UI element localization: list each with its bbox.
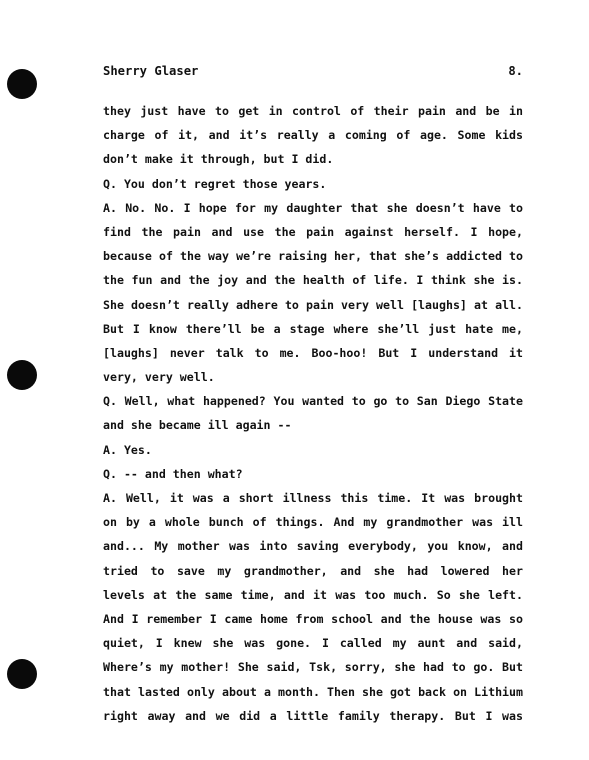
- punch-hole-bottom: [7, 659, 37, 689]
- header-name: Sherry Glaser: [103, 64, 199, 78]
- page-number: 8.: [508, 64, 523, 78]
- transcript-line: Q. You don’t regret those years.: [103, 176, 327, 191]
- punch-hole-middle: [7, 360, 37, 390]
- transcript-line: A. Well, it was a short illness this time. It was brought: [103, 491, 523, 505]
- transcript-line: quiet, I knew she was gone. I called my aunt and said,: [103, 636, 523, 651]
- transcript-line: right away and we did a little family therapy. But I was: [103, 708, 523, 723]
- transcript-line: levels at the same time, and it was too much. So she left.: [103, 587, 523, 602]
- transcript-line: charge of it, and it’s really a coming of age. Some kids: [103, 128, 523, 143]
- transcript-line: [laughs] never talk to me. Boo-hoo! But I understand it: [103, 345, 523, 360]
- transcript-line: And I remember I came home from school and the house was so: [103, 611, 523, 626]
- transcript-line: tried to save my grandmother, and she had lowered her: [103, 563, 523, 578]
- transcript-line: She doesn’t really adhere to pain very well [laughs] at all.: [103, 297, 523, 312]
- transcript-line: very, very well.: [103, 370, 215, 385]
- transcript-line: Q. -- and then what?: [103, 466, 243, 481]
- transcript-line: that lasted only about a month. Then she got back on Lithium: [103, 684, 523, 699]
- transcript-line: Where’s my mother! She said, Tsk, sorry, she had to go. But: [103, 660, 523, 675]
- transcript-line: A. No. No. I hope for my daughter that she doesn’t have to: [103, 200, 523, 215]
- transcript-line: because of the way we’re raising her, that she’s addicted to: [103, 249, 523, 264]
- transcript-line: A. Yes.: [103, 442, 152, 457]
- transcript-line: they just have to get in control of their pain and be in: [103, 104, 523, 118]
- transcript-line: But I know there’ll be a stage where she’ll just hate me,: [103, 321, 523, 336]
- transcript-line: on by a whole bunch of things. And my grandmother was ill: [103, 515, 523, 530]
- transcript-line: Q. Well, what happened? You wanted to go to San Diego State: [103, 394, 523, 409]
- transcript-line: find the pain and use the pain against herself. I hope,: [103, 224, 523, 239]
- transcript-line: and she became ill again --: [103, 418, 292, 433]
- transcript-line: the fun and the joy and the health of life. I think she is.: [103, 273, 523, 288]
- transcript-line: don’t make it through, but I did.: [103, 152, 334, 167]
- transcript-body: [103, 99, 523, 728]
- transcript-line: and... My mother was into saving everybody, you know, and: [103, 539, 523, 554]
- punch-hole-top: [7, 69, 37, 99]
